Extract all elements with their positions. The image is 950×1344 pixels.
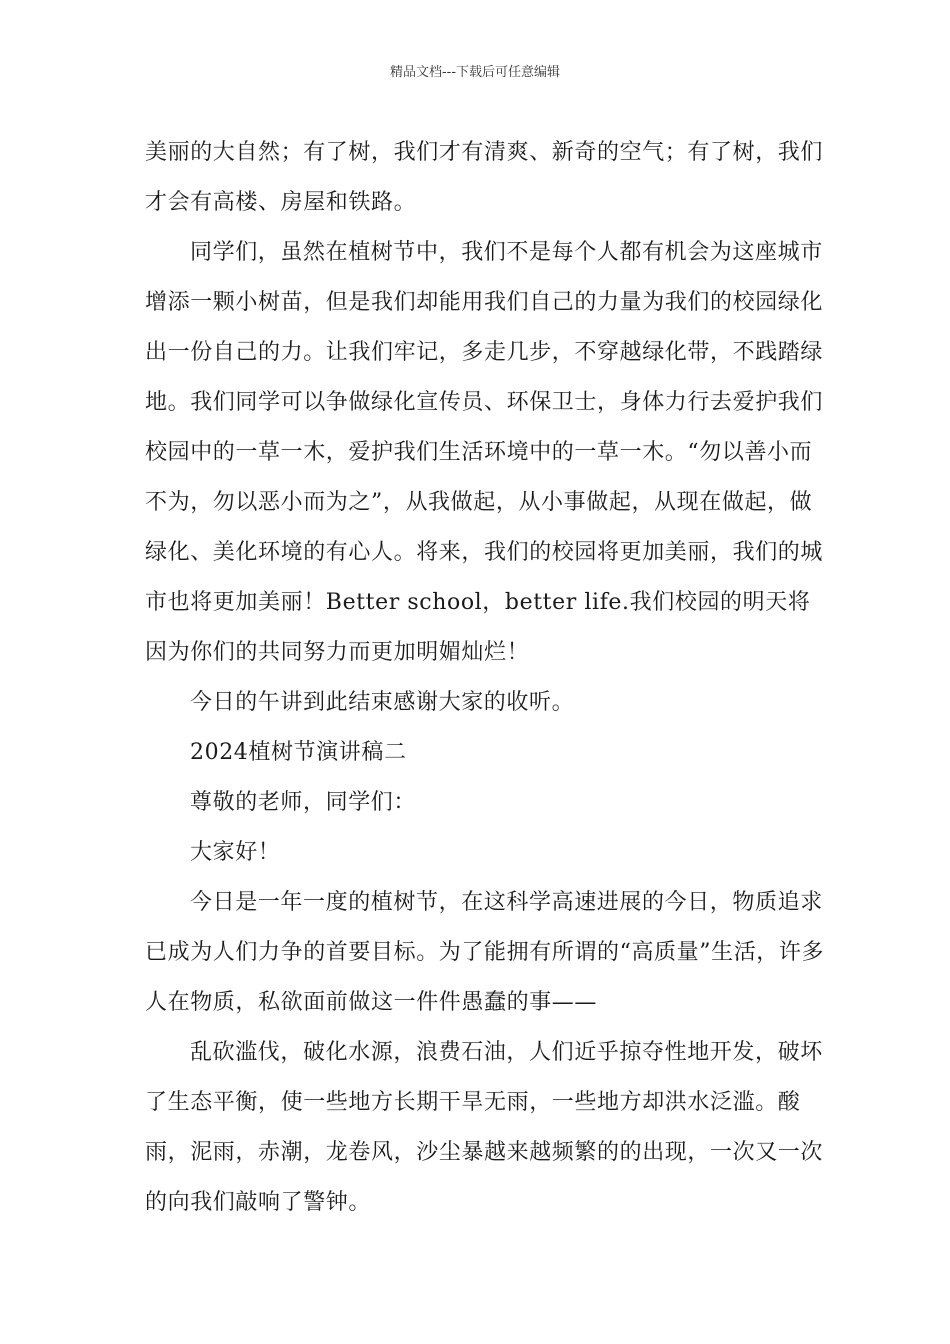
section-title: 2024植树节演讲稿二 [190, 740, 407, 765]
greeting: 大家好！ [190, 840, 281, 865]
paragraph-8: 乱砍滥伐，破化水源，浪费石油，人们近乎掠夺性地开发，破坏了生态平衡，使一些地方长期干旱无雨，一些地方却洪水泛滥。酸雨，泥雨，赤潮，龙卷风，沙尘暴越来越频繁的的出现，一次又一次的向我们敲响了警钟。 [145, 1040, 824, 1215]
salutation: 尊敬的老师，同学们： [190, 790, 417, 815]
paragraph-2: 同学们，虽然在植树节中，我们不是每个人都有机会为这座城市增添一颗小树苗，但是我们却能用我们自己的力量为我们的校园绿化出一份自己的力。让我们牢记，多走几步，不穿越绿化带，不践踏绿地。我们同学可以争做绿化宣传员、环保卫士，身体力行去爱护我们校园中的一草一木，爱护我们生活环境中的一草一木。“勿以善小而不为，勿以恶小而为之”，从我做起，从小事做起，从现在做起，做绿化、美化环境的有心人。将来，我们的校园将更加美丽，我们的城市也将更加美丽！Better school，better life.我们校园的明天将因为你们的共同努力而更加明媚灿烂！ [145, 240, 824, 665]
paragraph-1: 美丽的大自然；有了树，我们才有清爽、新奇的空气；有了树，我们才会有高楼、房屋和铁路。 [145, 140, 824, 215]
page-header: 精品文档---下载后可任意编辑 [389, 65, 561, 80]
document-body [145, 128, 825, 1228]
paragraph-7: 今日是一年一度的植树节，在这科学高速进展的今日，物质追求已成为人们力争的首要目标。为了能拥有所谓的“高质量”生活，许多人在物质，私欲面前做这一件件愚蠢的事—— [145, 890, 825, 1015]
paragraph-3: 今日的午讲到此结束感谢大家的收听。 [190, 690, 575, 715]
